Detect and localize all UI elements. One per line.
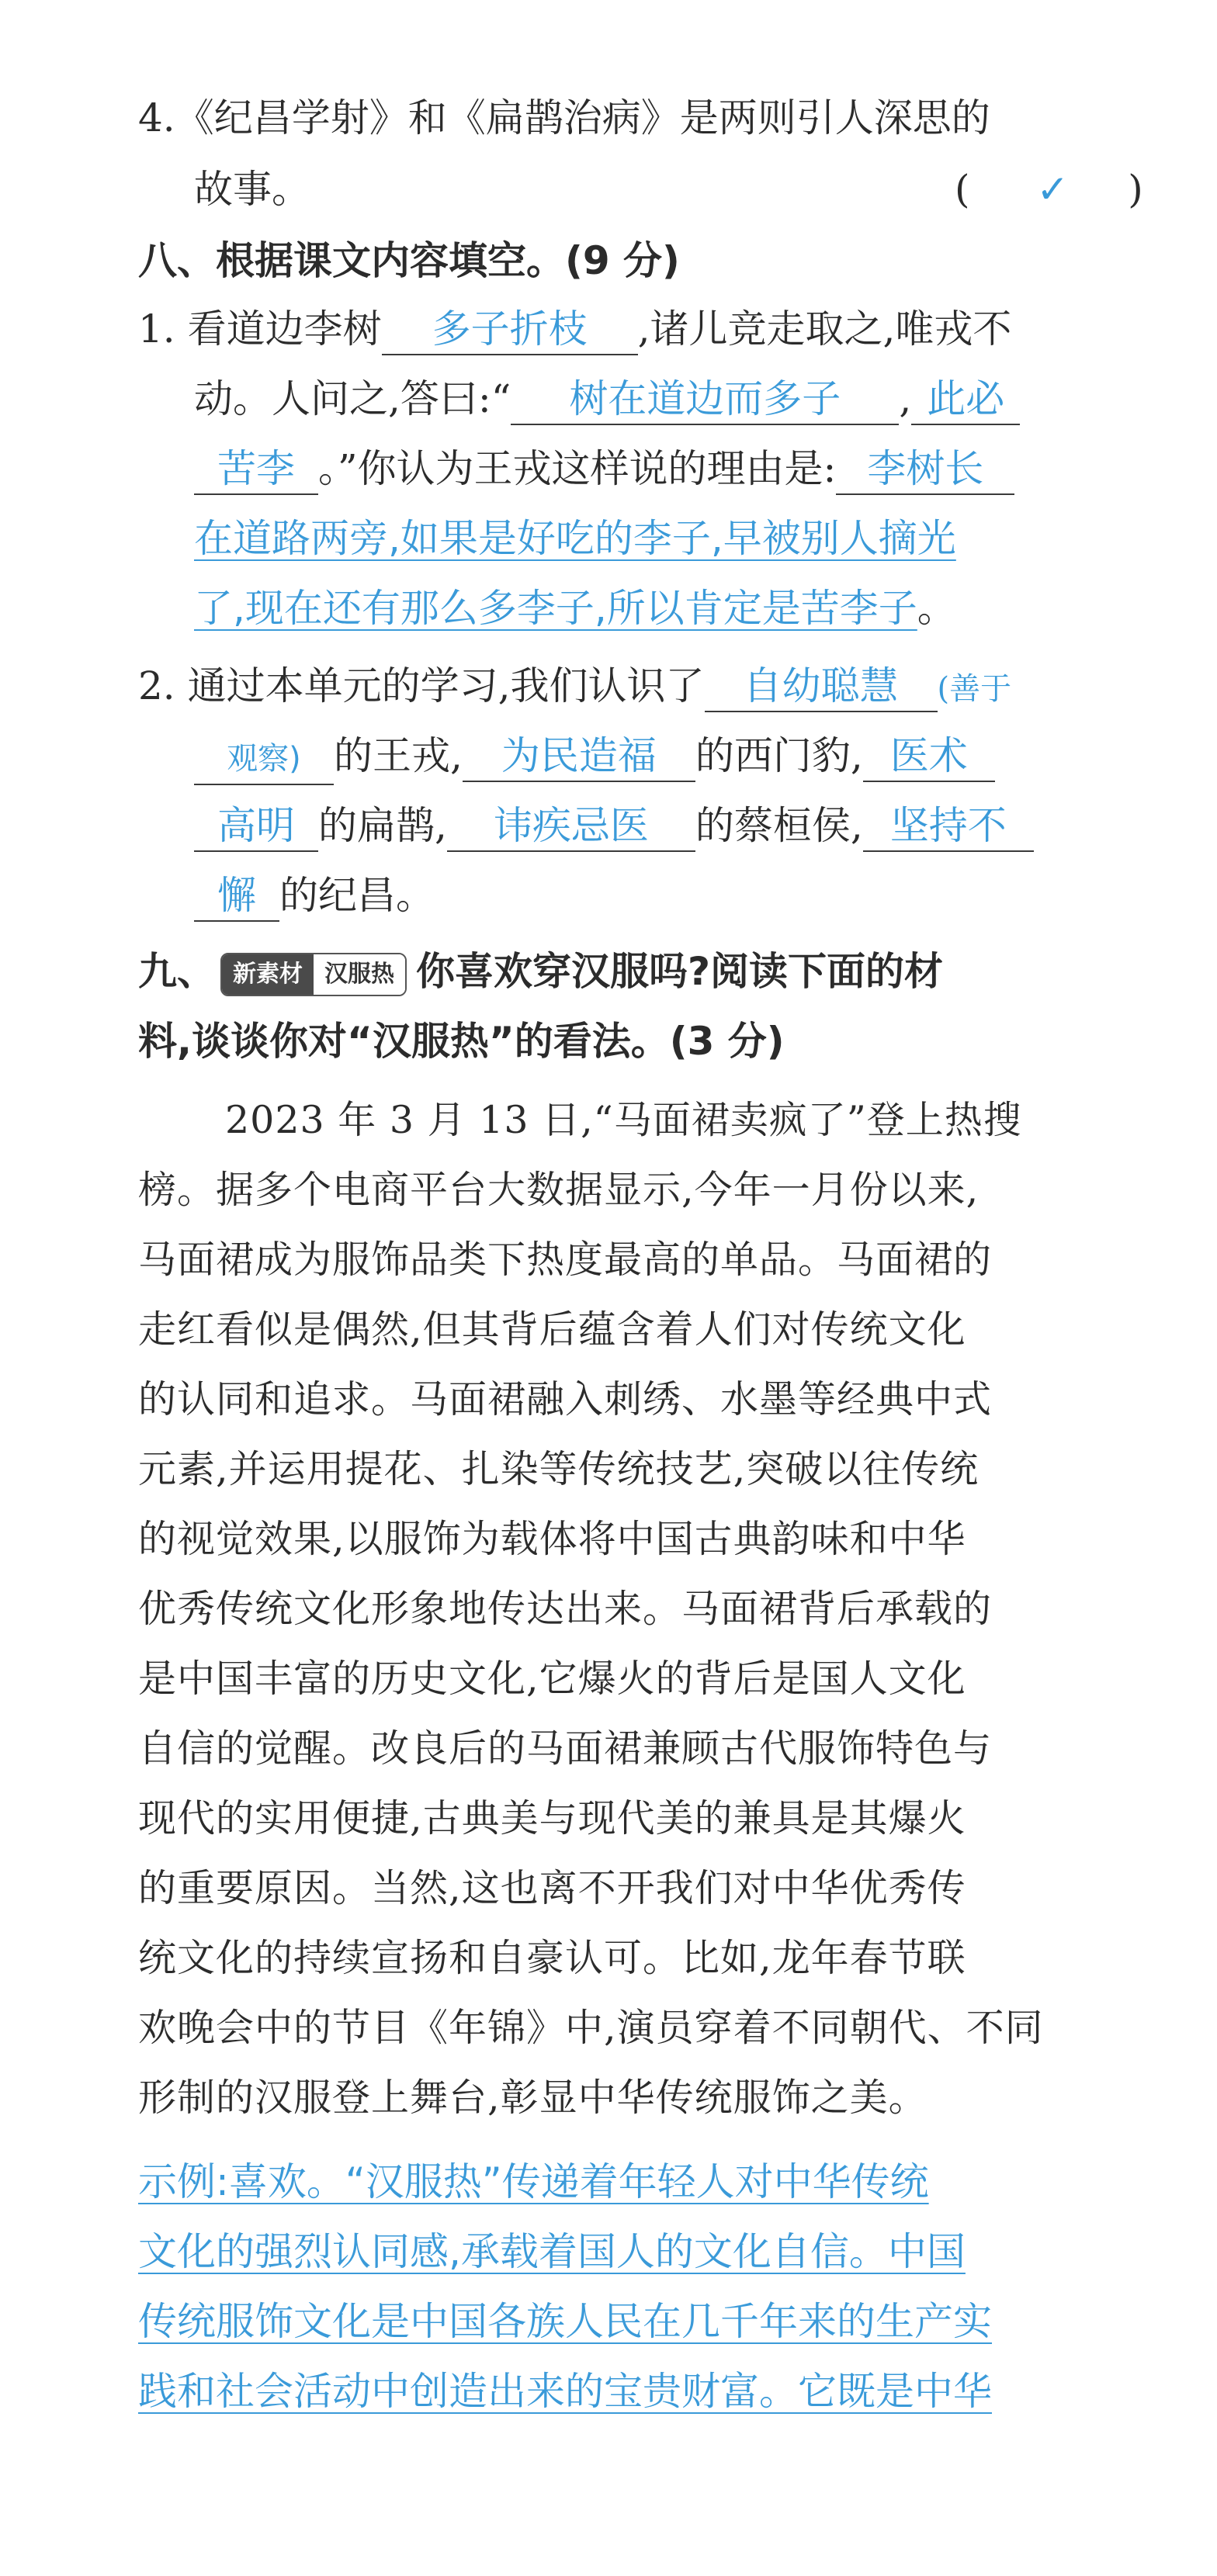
section-8-heading: 八、根据课文内容填空。(9 分) xyxy=(138,238,680,283)
passage-line: 现代的实用便捷,古典美与现代美的兼具是其爆火 xyxy=(138,1796,966,1840)
passage-line: 统文化的持续宣扬和自豪认可。比如,龙年春节联 xyxy=(138,1936,966,1980)
passage-line: 马面裙成为服饰品类下热度最高的单品。马面裙的 xyxy=(138,1238,993,1282)
answer-blank: 高明 xyxy=(194,801,318,852)
answer-line: 示例:喜欢。“汉服热”传递着年轻人对中华传统 xyxy=(138,2159,929,2204)
q4-line2 xyxy=(194,158,1149,220)
passage-line: 榜。据多个电商平台大数据显示,今年一月份以来, xyxy=(138,1168,979,1212)
passage-line: 走红看似是偶然,但其背后蕴含着人们对传统文化 xyxy=(138,1307,966,1352)
answer-blank: 懈 xyxy=(194,871,279,922)
answer-blank: 李树长 xyxy=(836,444,1014,495)
item1-line4 xyxy=(194,507,956,570)
answer-note: (善于 xyxy=(937,671,1012,707)
passage-line: 自信的觉醒。改良后的马面裙兼顾古代服饰特色与 xyxy=(138,1726,993,1771)
answer-line: 文化的强烈认同感,承载着国人的文化自信。中国 xyxy=(138,2229,966,2274)
answer-blank: 为民造福 xyxy=(463,731,695,782)
answer-blank: 自幼聪慧 xyxy=(705,661,938,712)
answer-text: 在道路两旁,如果是好吃的李子,早被别人摘光 xyxy=(194,516,956,561)
item2-line4: 懈 的纪昌。 xyxy=(194,864,435,926)
answer-text: 了,现在还有那么多李子,所以肯定是苦李子 xyxy=(194,586,917,631)
passage-line: 的重要原因。当然,这也离不开我们对中华优秀传 xyxy=(138,1866,966,1910)
answer-line: 传统服饰文化是中国各族人民在几千年来的生产实 xyxy=(138,2299,992,2344)
answer-blank: 讳疾忌医 xyxy=(447,801,695,852)
passage-line: 的认同和追求。马面裙融入刺绣、水墨等经典中式 xyxy=(138,1377,993,1421)
item1-line3: 苦李 。”你认为王戎这样说的理由是: 李树长 xyxy=(194,438,1014,500)
item1-line1: 1. 看道边李树 多子折枝 ,诸儿竞走取之,唯戎不 xyxy=(138,298,1011,360)
q4-answer-paren: ( ✓ ) xyxy=(955,158,1143,220)
check-icon: ✓ xyxy=(1036,167,1070,212)
item1-line5: 了,现在还有那么多李子,所以肯定是苦李子。 xyxy=(194,586,956,631)
item2-line1: 2. 通过本单元的学习,我们认识了 自幼聪慧 (善于 xyxy=(138,655,1011,720)
passage-line: 形制的汉服登上舞台,彰显中华传统服饰之美。 xyxy=(138,2076,927,2120)
answer-blank: 多子折枝 xyxy=(382,304,638,355)
answer-note: 观察) xyxy=(194,734,334,785)
passage-line: 的视觉效果,以服饰为载体将中国古典韵味和中华 xyxy=(138,1517,966,1561)
passage-line: 2023 年 3 月 13 日,“马面裙卖疯了”登上热搜 xyxy=(225,1098,1022,1142)
answer-blank: 苦李 xyxy=(194,444,318,495)
answer-blank: 此必 xyxy=(911,374,1020,425)
passage-line: 优秀传统文化形象地传达出来。马面裙背后承载的 xyxy=(138,1587,993,1631)
passage-line: 元素,并运用提花、扎染等传统技艺,突破以往传统 xyxy=(138,1447,979,1491)
section-9-heading-line2: 料,谈谈你对“汉服热”的看法。(3 分) xyxy=(138,1019,785,1064)
answer-blank: 医术 xyxy=(863,731,995,782)
passage-line: 欢晚会中的节目《年锦》中,演员穿着不同朝代、不同 xyxy=(138,2006,1044,2050)
new-material-badge: 新素材 汉服热 xyxy=(220,953,407,996)
q4-text: 4.《纪昌学射》和《扁鹊治病》是两则引人深思的 xyxy=(138,95,990,140)
q4-text-2: 故事。 xyxy=(194,167,310,212)
answer-blank: 坚持不 xyxy=(863,801,1034,852)
answer-line: 践和社会活动中创造出来的宝贵财富。它既是中华 xyxy=(138,2369,992,2414)
passage-line: 是中国丰富的历史文化,它爆火的背后是国人文化 xyxy=(138,1657,966,1701)
item1-line2: 动。人问之,答曰:“ 树在道边而多子 , 此必 xyxy=(194,368,1020,430)
item2-line3: 高明 的扁鹊, 讳疾忌医 的蔡桓侯, 坚持不 xyxy=(194,795,1034,857)
q4-line1 xyxy=(138,87,990,149)
item2-line2: 观察) 的王戎, 为民造福 的西门豹, 医术 xyxy=(194,725,995,787)
answer-blank: 树在道边而多子 xyxy=(511,374,899,425)
section-9-heading-line1: 九、 新素材 汉服热 你喜欢穿汉服吗?阅读下面的材 xyxy=(138,940,943,1002)
